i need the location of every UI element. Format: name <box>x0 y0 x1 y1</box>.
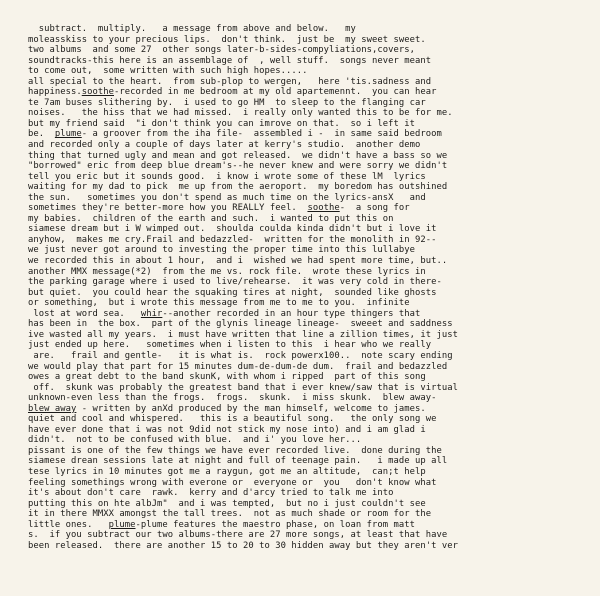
text-line-start: tese lyrics in 10 minutes got me a raygun, got me an altitude, can;t help <box>28 466 426 477</box>
text-line <box>28 151 600 162</box>
text-line-start: pissant is one of the few things we have ever recorded live. done during the <box>28 445 442 456</box>
text-line <box>28 404 600 415</box>
text-line-start: the sun. sometimes you don't spend as much time on the lyrics-ansX and <box>28 192 426 203</box>
text-line <box>28 24 600 35</box>
text-line-start: ive wasted all my years. i must have written that line a zillion times, it just <box>28 329 458 340</box>
text-line-start: owes a great debt to the band skunK, with whom i ripped part of this song <box>28 372 426 383</box>
text-line <box>28 77 600 88</box>
text-line <box>28 256 600 267</box>
text-line <box>28 362 600 373</box>
text-line <box>28 509 600 520</box>
text-line <box>28 383 600 394</box>
song-title: plume <box>108 519 136 530</box>
text-line-start: happiness. <box>28 87 82 98</box>
text-line <box>28 541 600 552</box>
text-line <box>28 478 600 489</box>
text-line <box>28 340 600 351</box>
text-line-start: tell you eric but it sounds good. i know i wrote some of these lM lyrics <box>28 171 426 182</box>
text-line-start: sometimes they're better-more how you REALLY feel. <box>28 203 308 214</box>
text-line <box>28 182 600 193</box>
text-line <box>28 87 600 98</box>
text-line-start: another MMX message(*2) from the me vs. rock file. wrote these lyrics in <box>28 266 426 277</box>
text-line-start: we just never got around to investing the proper time into this lullabye <box>28 245 415 256</box>
text-line <box>28 203 600 214</box>
text-line-start: it in there MMXX amongst the tall trees. not as much shade or room for the <box>28 509 432 520</box>
text-line-start: are. frail and gentle- it is what is. rock powerx100.. note scary ending <box>28 350 453 361</box>
text-line-start: quiet and cool and whispered. this is a beautiful song. the only song we <box>28 414 437 425</box>
text-line <box>28 98 600 109</box>
text-line-start: moleasskiss to your precious lips. don't think. just be my sweet sweet. <box>28 34 426 45</box>
liner-notes-text <box>28 24 600 551</box>
text-line-start: just ended up here. sometimes when i listen to this i hear who we really <box>28 340 432 351</box>
text-line-start: feeling somethings wrong with everone or everyone or you don't know what <box>28 477 437 488</box>
text-line <box>28 467 600 478</box>
text-line <box>28 161 600 172</box>
text-line <box>28 172 600 183</box>
text-line-start: been released. there are another 15 to 20 to 30 hidden away but they aren't ver <box>28 540 458 551</box>
text-line-start: but quiet. you could hear the squaking tires at night, sounded like ghosts <box>28 287 437 298</box>
text-line <box>28 214 600 225</box>
song-title: soothe <box>307 203 340 214</box>
song-title: blew away <box>28 403 77 414</box>
text-line-start: my babies. children of the earth and such. i wanted to put this on <box>28 213 394 224</box>
text-line <box>28 56 600 67</box>
text-line-start: it's about don't care rawk. kerry and d'arcy tried to talk me into <box>28 488 394 499</box>
text-line-start: we recorded this in about 1 hour, and i wished we had spent more time, but.. <box>28 256 448 267</box>
text-line-start: but my friend said "i don't think you can imrove on that. so i left it <box>28 118 415 129</box>
text-line-start: didn't. not to be confused with blue. and i' you love her... <box>28 435 362 446</box>
text-line-start: s. if you subtract our two albums-there are 27 more songs, at least that have <box>28 530 448 541</box>
text-line <box>28 435 600 446</box>
text-line <box>28 446 600 457</box>
text-line-rest: --another recorded in an hour type thingers that <box>162 308 421 319</box>
song-title: soothe <box>81 87 114 98</box>
text-line-start: subtract. multiply. a message from above and below. my <box>28 24 356 34</box>
text-line <box>28 309 600 320</box>
text-line-start: putting this on hte albJm" and i was tempted, but no i just couldn't see <box>28 498 426 509</box>
text-line <box>28 245 600 256</box>
text-line <box>28 351 600 362</box>
text-line <box>28 277 600 288</box>
text-line-start: soundtracks-this here is an assemblage of , well stuff. songs never meant <box>28 55 432 66</box>
text-line <box>28 456 600 467</box>
text-line <box>28 288 600 299</box>
text-line-start: all special to the heart. from sub-plop to wergen, here 'tis.sadness and <box>28 76 432 87</box>
text-line <box>28 119 600 130</box>
text-line <box>28 108 600 119</box>
text-line-rest: -recorded in me bedroom at my old apartemennt. you can hear <box>114 87 437 98</box>
text-line-rest: - written by anXd produced by the man himself, welcome to james. <box>76 403 426 414</box>
text-line <box>28 319 600 330</box>
text-line <box>28 425 600 436</box>
song-title: plume <box>54 129 82 140</box>
song-title: whir <box>140 308 163 319</box>
text-line <box>28 393 600 404</box>
text-line-start: off. skunk was probably the greatest band that i ever knew/saw that is virtual <box>28 382 458 393</box>
text-line-start: to come out, some written with such high hopes..... <box>28 66 308 77</box>
text-line <box>28 499 600 510</box>
text-line <box>28 140 600 151</box>
text-line-rest: - a groover from the iha file- assembled i - in same said bedroom <box>81 129 442 140</box>
text-line-start: and recorded only a couple of days later at kerry's studio. another demo <box>28 140 421 151</box>
text-line-rest: - a song for <box>339 203 410 214</box>
text-line <box>28 488 600 499</box>
text-line <box>28 267 600 278</box>
text-line <box>28 330 600 341</box>
text-line <box>28 129 600 140</box>
text-line <box>28 372 600 383</box>
text-line <box>28 520 600 531</box>
text-line <box>28 45 600 56</box>
text-line-start: anyhow, makes me cry.Frail and bedazzled- written for the monolith in 92-- <box>28 234 437 245</box>
text-line <box>28 66 600 77</box>
text-line-start: the parking garage where i used to live/rehearse. it was very cold in there- <box>28 277 442 288</box>
text-line-start: thing that turned ugly and mean and got released. we didn't have a bass so we <box>28 150 448 161</box>
text-line-start: te 7am buses slithering by. i used to go HM to sleep to the flanging car <box>28 97 426 108</box>
text-line-start: siamese dream but i W wimped out. shoulda coulda kinda didn't but i love it <box>28 224 437 235</box>
text-line-rest: -plume features the maestro phase, on loan from matt <box>135 519 415 530</box>
text-line-start: "borrowed" eric from deep blue dream's--he never knew and were sorry we didn't <box>28 161 448 172</box>
text-line-start: two albums and some 27 other songs later-b-sides-compyliations,covers, <box>28 45 415 56</box>
text-line-start: have ever done that i was not 9did not stick my nose into) and i am glad i <box>28 424 426 435</box>
text-line-start: be. <box>28 129 55 140</box>
text-line <box>28 35 600 46</box>
text-line-start: noises. the hiss that we had missed. i really only wanted this to be for me. <box>28 108 453 119</box>
text-line-start: or something, but i wrote this message from me to me to you. infinite <box>28 298 410 309</box>
text-line <box>28 193 600 204</box>
text-line-start: siamese drean sessions late at night and full of teenage pain. i made up all <box>28 456 448 467</box>
text-line <box>28 235 600 246</box>
text-line-start: unknown-even less than the frogs. frogs. skunk. i miss skunk. blew away- <box>28 393 437 404</box>
text-line <box>28 414 600 425</box>
text-line-start: waiting for my dad to pick me up from the aeroport. my boredom has outshined <box>28 182 448 193</box>
text-line-start: has been in the box. part of the glynis lineage lineage- sweeet and saddness <box>28 319 453 330</box>
text-line-start: we would play that part for 15 minutes dum-de-dum-de dum. frail and bedazzled <box>28 361 448 372</box>
text-line <box>28 224 600 235</box>
text-line <box>28 530 600 541</box>
text-line-start: lost at word sea. <box>28 308 141 319</box>
text-line-start: little ones. <box>28 519 109 530</box>
text-line <box>28 298 600 309</box>
